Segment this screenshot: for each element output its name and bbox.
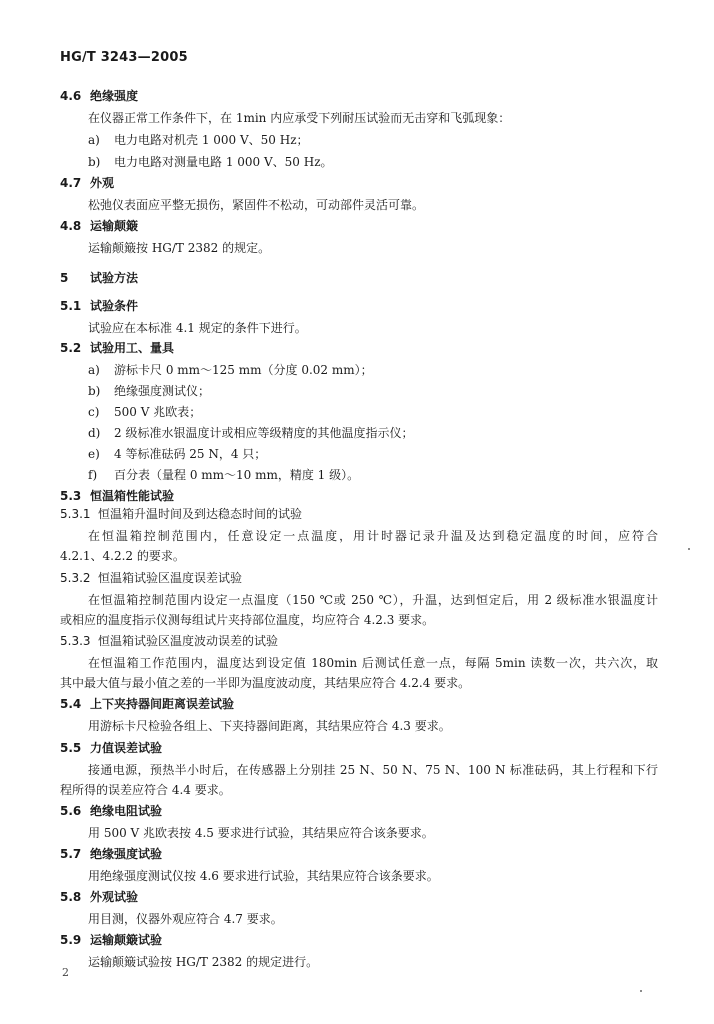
paragraph: 在恒温箱工作范围内，温度达到设定值 180min 后测试任意一点，每隔 5min 读数一次，共六次，取 (88, 656, 658, 670)
section-heading-5-3: 5.3 恒温箱性能试验 (60, 489, 175, 503)
list-item: b) 绝缘强度测试仪； (88, 384, 211, 398)
paragraph: 4.2.1、4.2.2 的要求。 (60, 549, 185, 563)
list-item: f) 百分表（量程 0 mm～10 mm，精度 1 级）。 (88, 468, 360, 482)
section-heading-5: 5 试验方法 (60, 271, 139, 285)
paragraph: 或相应的温度指示仪测每组试片夹持部位温度，均应符合 4.2.3 要求。 (60, 613, 435, 627)
scan-speck (640, 990, 642, 992)
paragraph: 接通电源，预热半小时后，在传感器上分别挂 25 N、50 N、75 N、100 N 标准砝码，其上行程和下行 (88, 763, 658, 777)
paragraph: 其中最大值与最小值之差的一半即为温度波动度，其结果应符合 4.2.4 要求。 (60, 676, 471, 690)
list-item: c) 500 V 兆欧表； (88, 405, 202, 419)
paragraph: 用绝缘强度测试仪按 4.6 要求进行试验，其结果应符合该条要求。 (88, 869, 439, 883)
list-item: d) 2 级标准水银温度计或相应等级精度的其他温度指示仪； (88, 426, 414, 440)
paragraph: 运输颠簸按 HG/T 2382 的规定。 (88, 241, 271, 255)
section-heading-4-6: 4.6 绝缘强度 (60, 89, 139, 103)
section-heading-4-7: 4.7 外观 (60, 176, 115, 190)
list-item: a) 电力电路对机壳 1 000 V、50 Hz； (88, 133, 309, 147)
section-heading-5-3-2: 5.3.2 恒温箱试验区温度误差试验 (60, 571, 243, 585)
list-item: e) 4 等标准砝码 25 N，4 只； (88, 447, 267, 461)
section-heading-5-2: 5.2 试验用工、量具 (60, 341, 175, 355)
section-heading-5-9: 5.9 运输颠簸试验 (60, 933, 163, 947)
page-number: 2 (62, 966, 69, 979)
paragraph: 用游标卡尺检验各组上、下夹持器间距离，其结果应符合 4.3 要求。 (88, 719, 451, 733)
section-heading-5-1: 5.1 试验条件 (60, 299, 139, 313)
paragraph: 在恒温箱控制范围内设定一点温度（150 ℃或 250 ℃），升温，达到恒定后，用 2 级标准水银温度计 (88, 593, 658, 607)
paragraph: 运输颠簸试验按 HG/T 2382 的规定进行。 (88, 955, 319, 969)
section-heading-5-5: 5.5 力值误差试验 (60, 741, 163, 755)
scan-speck (688, 548, 690, 550)
paragraph: 松弛仪表面应平整无损伤，紧固件不松动，可动部件灵活可靠。 (88, 198, 425, 212)
section-heading-5-7: 5.7 绝缘强度试验 (60, 847, 163, 861)
section-heading-5-6: 5.6 绝缘电阻试验 (60, 804, 163, 818)
section-heading-4-8: 4.8 运输颠簸 (60, 219, 139, 233)
section-heading-5-3-1: 5.3.1 恒温箱升温时间及到达稳态时间的试验 (60, 507, 303, 521)
section-heading-5-8: 5.8 外观试验 (60, 890, 139, 904)
paragraph: 在仪器正常工作条件下，在 1min 内应承受下列耐压试验而无击穿和飞弧现象： (88, 111, 511, 125)
paragraph: 程所得的误差应符合 4.4 要求。 (60, 783, 231, 797)
section-heading-5-3-3: 5.3.3 恒温箱试验区温度波动误差的试验 (60, 634, 279, 648)
list-item: a) 游标卡尺 0 mm～125 mm（分度 0.02 mm）； (88, 363, 373, 377)
paragraph: 在恒温箱控制范围内，任意设定一点温度，用计时器记录升温及达到稳定温度的时间，应符合 (88, 529, 658, 543)
paragraph: 试验应在本标准 4.1 规定的条件下进行。 (88, 321, 307, 335)
paragraph: 用目测，仪器外观应符合 4.7 要求。 (88, 912, 283, 926)
paragraph: 用 500 V 兆欧表按 4.5 要求进行试验，其结果应符合该条要求。 (88, 826, 434, 840)
standard-header: HG/T 3243—2005 (60, 50, 188, 65)
list-item: b) 电力电路对测量电路 1 000 V、50 Hz。 (88, 155, 333, 169)
section-heading-5-4: 5.4 上下夹持器间距离误差试验 (60, 697, 235, 711)
